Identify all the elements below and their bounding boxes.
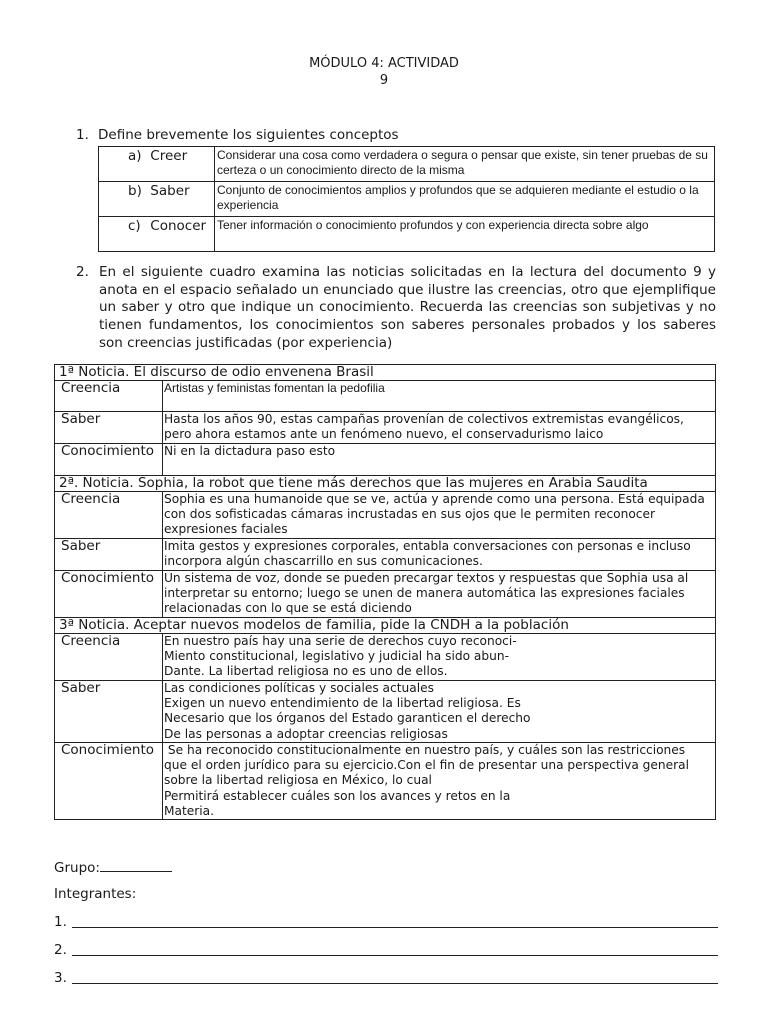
news-text-line: que el orden jurídico para su ejercicio.Con el fin de presentar una perspectiva general — [164, 758, 690, 773]
news-row — [55, 743, 716, 820]
news-text-line: En nuestro país hay una serie de derechos cuyo reconoci- — [164, 634, 517, 648]
news-row-label: Conocimiento — [55, 444, 163, 476]
document-title-number: 9 — [379, 73, 389, 88]
concept-row — [99, 217, 715, 252]
news-row — [55, 492, 716, 539]
question-prompt: Define brevemente los siguientes conceptos — [98, 127, 399, 143]
concept-term-cell — [99, 217, 215, 252]
news-heading-row — [55, 618, 716, 634]
concept-row — [99, 182, 715, 217]
news-row-label: Saber — [55, 681, 163, 743]
member-blank-line[interactable] — [72, 955, 718, 956]
news-row-label: Conocimiento — [55, 743, 163, 820]
news-row-text: Sophia es una humanoide que se ve, actúa y aprende como una persona. Está equipada con dos sofisticadas cámaras incrustadas en sus ojos que le permiten reconocer expresiones faciales — [163, 492, 716, 539]
news-row-label: Creencia — [55, 634, 163, 681]
group-label: Grupo: — [54, 860, 100, 876]
member-blank-line[interactable] — [72, 927, 718, 928]
news-row-text — [163, 634, 716, 681]
members-label: Integrantes: — [54, 886, 137, 902]
news-row — [55, 539, 716, 571]
news-heading: 3ª Noticia. Aceptar nuevos modelos de familia, pide la CNDH a la población — [55, 618, 716, 634]
news-row — [55, 571, 716, 618]
news-text-line: Materia. — [164, 803, 214, 818]
concept-term: Conocer — [150, 218, 207, 234]
concept-letter: b) — [128, 183, 142, 199]
news-text-line: Exigen un nuevo entendimiento de la libertad religiosa. Es — [164, 696, 521, 711]
question-2 — [76, 264, 716, 353]
concept-term-cell — [99, 147, 215, 182]
news-row-label: Saber — [55, 412, 163, 444]
news-row — [55, 444, 716, 476]
question-number: 2. — [76, 264, 89, 280]
news-text-line: Dante. La libertad religiosa no es uno de ellos. — [164, 664, 448, 679]
news-row-text: Artistas y feministas fomentan la pedofilia — [163, 381, 716, 412]
group-blank-line[interactable] — [100, 858, 172, 872]
news-text-line: sobre la libertad religiosa en México, lo cual — [164, 773, 432, 788]
concept-term: Saber — [150, 183, 190, 199]
news-row — [55, 381, 716, 412]
question-number: 1. — [76, 127, 89, 143]
news-row — [55, 681, 716, 743]
news-table — [54, 364, 716, 820]
news-text-line: Permitirá establecer cuáles son los avances y retos en la — [164, 788, 511, 803]
member-line[interactable] — [54, 942, 718, 959]
news-row-label: Creencia — [55, 492, 163, 539]
question-1 — [76, 127, 399, 144]
concept-letter: a) — [128, 148, 142, 164]
news-row-text — [163, 681, 716, 743]
news-row-text: Hasta los años 90, estas campañas provenían de colectivos extremistas evangélicos, pero ahora estamos ante un fenómeno nuevo, el conservadurismo laico — [163, 412, 716, 444]
member-number: 2. — [54, 942, 67, 958]
news-row-text: Un sistema de voz, donde se pueden precargar textos y respuestas que Sophia usa al interpretar su entorno; luego se unen de manera automática las expresiones faciales relacionadas con lo que se está diciendo — [163, 571, 716, 618]
news-heading: 1ª Noticia. El discurso de odio envenena Brasil — [55, 365, 716, 381]
news-row-label: Creencia — [55, 381, 163, 412]
concepts-table — [98, 146, 715, 252]
news-text-line: Las condiciones políticas y sociales actuales — [164, 681, 434, 695]
member-line[interactable] — [54, 970, 718, 987]
member-number: 1. — [54, 914, 67, 930]
news-heading-row — [55, 365, 716, 381]
concept-term-cell — [99, 182, 215, 217]
question-prompt: En el siguiente cuadro examina las noticias solicitadas en la lectura del documento 9 y anota en el espacio señalado un enunciado que ilustre las creencias, otro que ejemplifique un saber y otro que indique un conocimiento. Recuerda las creencias son subjetivas y no tienen fundamentos, los conocimientos son saberes personales probados y los saberes son creencias justificadas (por experiencia) — [99, 264, 716, 351]
group-field — [54, 858, 172, 877]
news-text-line: Miento constitucional, legislativo y judicial ha sido abun- — [164, 649, 509, 664]
member-blank-line[interactable] — [72, 983, 718, 984]
member-line[interactable] — [54, 914, 718, 931]
news-row-text: Imita gestos y expresiones corporales, entabla conversaciones con personas e incluso incorpora algún chascarrillo en sus comunicaciones. — [163, 539, 716, 571]
news-text-line: De las personas a adoptar creencias religiosas — [164, 726, 448, 741]
news-row-label: Saber — [55, 539, 163, 571]
document-title: MÓDULO 4: ACTIVIDAD — [309, 56, 459, 71]
member-number: 3. — [54, 970, 67, 986]
news-row — [55, 634, 716, 681]
concept-definition: Tener información o conocimiento profundos y con experiencia directa sobre algo — [215, 217, 715, 252]
news-text-line: Necesario que los órganos del Estado garanticen el derecho — [164, 711, 531, 726]
concept-definition: Considerar una cosa como verdadera o segura o pensar que existe, sin tener pruebas de su certeza o un conocimiento directo de la misma — [215, 147, 715, 182]
news-row-text — [163, 743, 716, 820]
concept-term: Creer — [150, 148, 188, 164]
news-row-text: Ni en la dictadura paso esto — [163, 444, 716, 476]
news-row-label: Conocimiento — [55, 571, 163, 618]
concept-definition: Conjunto de conocimientos amplios y profundos que se adquieren mediante el estudio o la experiencia — [215, 182, 715, 217]
news-text-line: Se ha reconocido constitucionalmente en nuestro país, y cuáles son las restricciones — [164, 743, 686, 757]
concept-row — [99, 147, 715, 182]
news-heading: 2ª. Noticia. Sophia, la robot que tiene más derechos que las mujeres en Arabia Saudita — [55, 476, 716, 492]
news-heading-row — [55, 476, 716, 492]
concept-letter: c) — [128, 218, 141, 234]
news-row — [55, 412, 716, 444]
